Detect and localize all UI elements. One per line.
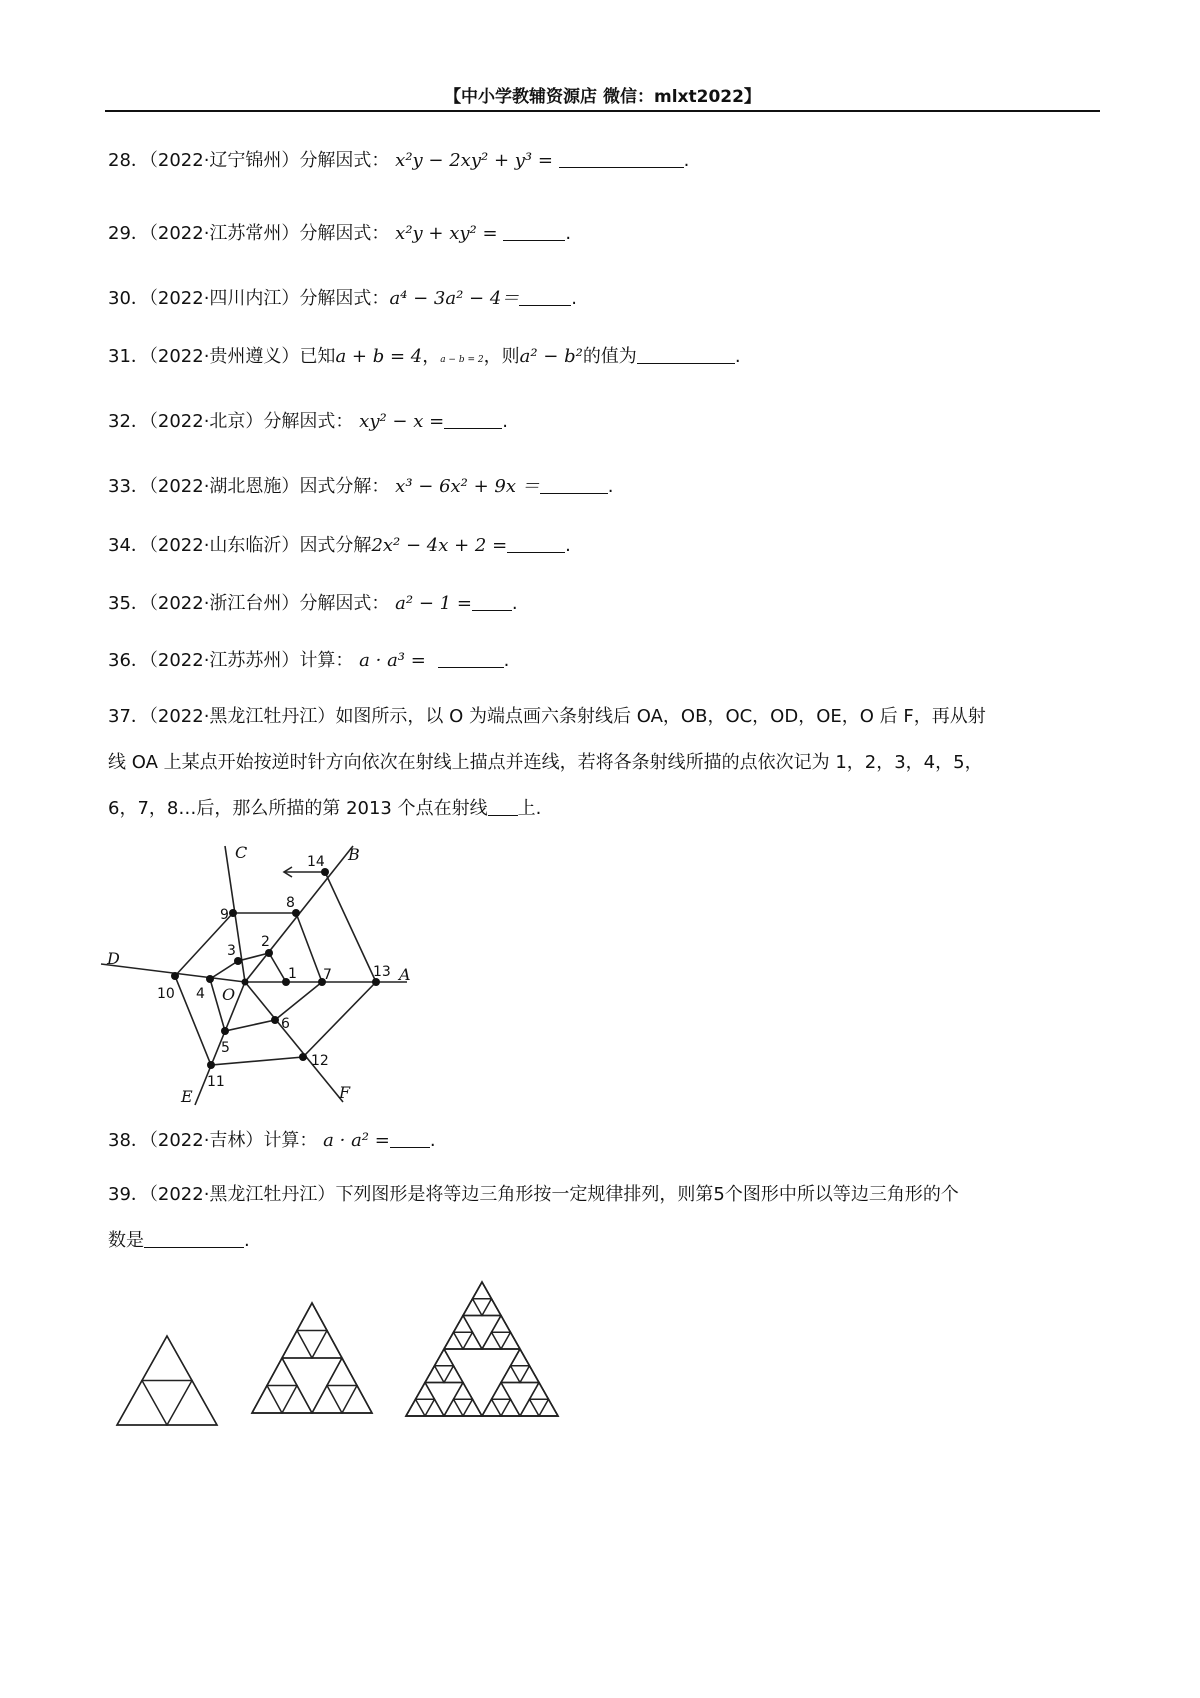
origin-label: O: [222, 985, 236, 1004]
question-stem: 因式分解：: [299, 476, 390, 497]
question-formula: x³ − 6x² + 9x ＝: [395, 476, 540, 497]
triangle-figure-3-left-top-right: [444, 1366, 463, 1383]
point-label-1: 1: [288, 966, 297, 982]
question-stem: 分解因式：: [263, 411, 354, 432]
ray-label-c: C: [235, 843, 248, 862]
ray-label-a: A: [399, 965, 411, 984]
question-number: 38．: [108, 1130, 149, 1151]
question-number: 33．: [108, 476, 149, 497]
triangle-figure-1-right: [167, 1381, 217, 1426]
question-formula: a² − 1 =: [395, 593, 472, 614]
point-label-6: 6: [281, 1016, 290, 1032]
question-end: .: [607, 476, 614, 497]
question-number: 34．: [108, 535, 149, 556]
question-text: 下列图形是将等边三角形按一定规律排列，则第5个图形中所以等边三角形的个: [335, 1184, 959, 1205]
triangle-figure-3-right-top-top: [511, 1349, 530, 1366]
question-34: [108, 535, 571, 557]
question-37-line-1: [108, 694, 1098, 740]
point-label-9: 9: [220, 907, 229, 923]
point-label-3: 3: [227, 943, 236, 959]
triangle-figure-2-right-top: [327, 1358, 357, 1386]
question-text: 上.: [517, 798, 542, 819]
question-number: 30．: [108, 288, 149, 309]
question-end: .: [503, 650, 510, 671]
triangle-figure-2-top-left: [282, 1331, 312, 1359]
triangle-figures: [117, 1282, 558, 1425]
header-rule: [105, 110, 1100, 112]
triangle-figure-3-left-left-right: [425, 1399, 444, 1416]
question-number: 29．: [108, 223, 149, 244]
question-source: （2022·山东临沂）: [148, 535, 300, 556]
page-header: 【中小学教辅资源店 微信：mlxt2022】: [444, 87, 761, 107]
triangle-figure-2-top-right: [312, 1331, 342, 1359]
point-label-11: 11: [207, 1074, 225, 1090]
question-formula: x²y + xy² =: [395, 223, 498, 244]
question-stem: 因式分解: [299, 535, 372, 556]
question-number: 32．: [108, 411, 149, 432]
question-source: （2022·黑龙江牡丹江）: [148, 1184, 336, 1205]
question-29: [108, 223, 571, 245]
ray-label-d: D: [107, 949, 120, 968]
question-number: 28．: [108, 150, 149, 171]
question-stem: 已知: [299, 346, 336, 367]
question-end: .: [571, 288, 578, 309]
answer-blank[interactable]: [438, 651, 504, 668]
ray-label-f: F: [339, 1083, 351, 1102]
question-text: .: [244, 1230, 250, 1251]
answer-blank[interactable]: [519, 289, 571, 306]
question-end: .: [565, 223, 572, 244]
answer-blank[interactable]: [507, 536, 565, 553]
triangle-figure-3-right-left-right: [501, 1399, 520, 1416]
question-28: [108, 150, 689, 172]
question-39: [108, 1172, 1098, 1264]
question-stem: 计算：: [263, 1130, 318, 1151]
triangle-figure-3-left-right-left: [444, 1399, 463, 1416]
triangle-figure-3-top-left-left: [444, 1332, 463, 1349]
question-formula: 2x² − 4x + 2 =: [371, 535, 508, 556]
question-source: （2022·黑龙江牡丹江）: [148, 706, 336, 727]
triangle-figure-3-right-right-left: [520, 1399, 539, 1416]
triangle-figure-2-left-left: [252, 1386, 282, 1414]
point-chain: [175, 872, 376, 1065]
question-37: [108, 694, 1098, 832]
question-source: （2022·湖北恩施）: [148, 476, 300, 497]
question-end: .: [429, 1130, 436, 1151]
triangle-figure-3-right-left-top: [492, 1383, 511, 1400]
triangle-figure-3-right-top-right: [520, 1366, 539, 1383]
question-37-line-3: [108, 786, 1098, 832]
triangle-figure-3-left-left-top: [416, 1383, 435, 1400]
point-label-2: 2: [261, 934, 270, 950]
question-33: [108, 476, 613, 498]
triangle-figure-2-right-left: [312, 1386, 342, 1414]
answer-blank[interactable]: [472, 594, 512, 611]
question-source: （2022·四川内江）: [148, 288, 300, 309]
comma: ，: [422, 346, 441, 367]
question-formula: x²y − 2xy² + y³ =: [395, 150, 553, 171]
question-formula: xy² − x =: [359, 411, 445, 432]
question-stem: 分解因式：: [299, 223, 390, 244]
question-formula: a + b = 4: [335, 346, 423, 367]
triangle-figure-3-top-top-top: [473, 1282, 492, 1299]
question-source: （2022·江苏苏州）: [148, 650, 300, 671]
answer-blank[interactable]: [540, 477, 608, 494]
question-number: 31．: [108, 346, 149, 367]
question-source: （2022·吉林）: [148, 1130, 264, 1151]
question-number: 37．: [108, 706, 149, 727]
question-number: 36．: [108, 650, 149, 671]
triangle-figure-1-left: [117, 1381, 167, 1426]
question-end: .: [565, 535, 571, 556]
question-39-line-2: [108, 1218, 1098, 1264]
triangle-figure-3-left-top-top: [435, 1349, 454, 1366]
point-label-4: 4: [196, 986, 205, 1002]
triangle-figure-3-top-left-top: [454, 1316, 473, 1333]
triangle-figure-3-left-right-top: [454, 1383, 473, 1400]
question-formula: a² − b²: [519, 346, 583, 367]
question-source: （2022·浙江台州）: [148, 593, 300, 614]
triangle-figure-2-top-top: [297, 1303, 327, 1331]
question-end: .: [734, 346, 741, 367]
point-label-13: 13: [373, 964, 391, 980]
triangle-figure-1-top: [142, 1336, 192, 1381]
question-39-line-1: [108, 1172, 1098, 1218]
answer-blank[interactable]: [144, 1227, 244, 1248]
question-35: [108, 593, 518, 615]
question-formula: a⁴ − 3a² − 4＝: [389, 288, 520, 309]
triangle-figure-3-top-top-left: [463, 1299, 482, 1316]
question-text: 6，7，8…后，那么所描的第 2013 个点在射线: [108, 798, 488, 819]
question-end: .: [683, 150, 690, 171]
answer-blank[interactable]: [444, 412, 502, 429]
triangle-figure-2-right-right: [342, 1386, 372, 1414]
question-source: （2022·北京）: [148, 411, 264, 432]
answer-blank[interactable]: [488, 795, 518, 816]
question-text: 数是: [108, 1230, 144, 1251]
triangle-figure-3-top-left-right: [463, 1332, 482, 1349]
question-tail: 的值为: [582, 346, 637, 367]
figure-37-rays-diagram: [95, 840, 455, 1140]
question-number: 35．: [108, 593, 149, 614]
figure-39-triangle-patterns: [0, 1270, 1200, 1570]
question-number: 39．: [108, 1184, 149, 1205]
triangle-figure-3-top-right-top: [492, 1316, 511, 1333]
triangle-figure-3-left-left-left: [406, 1399, 425, 1416]
question-stem: 分解因式：: [299, 288, 390, 309]
triangle-figure-3-top-right-left: [482, 1332, 501, 1349]
question-end: .: [502, 411, 508, 432]
question-37-line-2: 线 OA 上某点开始按逆时针方向依次在射线上描点并连线，若将各条射线所描的点依次记为 1，2，3，4，5，: [108, 752, 983, 773]
question-stem: 分解因式：: [299, 150, 390, 171]
question-source: （2022·贵州遵义）: [148, 346, 300, 367]
question-formula-small: a − b = 2: [440, 355, 484, 365]
triangle-figure-3-right-left-left: [482, 1399, 501, 1416]
ray-label-b: B: [348, 845, 360, 864]
ray-of: [245, 982, 343, 1102]
question-30: [108, 288, 577, 310]
point-label-8: 8: [286, 895, 295, 911]
triangle-figure-3-left-top-left: [425, 1366, 444, 1383]
answer-blank[interactable]: [503, 224, 565, 241]
question-31: [108, 346, 741, 371]
question-source: （2022·辽宁锦州）: [148, 150, 300, 171]
question-connector: ，则: [483, 346, 520, 367]
triangle-figure-3-right-right-top: [530, 1383, 549, 1400]
triangle-figure-2-left-top: [267, 1358, 297, 1386]
triangle-figure-3-top-right-right: [501, 1332, 520, 1349]
question-stem: 计算：: [299, 650, 354, 671]
question-38: [108, 1130, 436, 1152]
answer-blank[interactable]: [637, 347, 735, 364]
question-formula: a · a² =: [323, 1130, 390, 1151]
question-text: 如图所示，以 O 为端点画六条射线后 OA，OB，OC，OD，OE，O 后 F，再从射: [335, 706, 986, 727]
point-label-5: 5: [221, 1040, 230, 1056]
point-label-14: 14: [307, 854, 325, 870]
triangle-figure-3-right-top-left: [501, 1366, 520, 1383]
question-36: [108, 650, 509, 672]
answer-blank[interactable]: [390, 1131, 430, 1148]
question-source: （2022·江苏常州）: [148, 223, 300, 244]
point-label-10: 10: [157, 986, 175, 1002]
triangle-figure-2-left-right: [282, 1386, 312, 1414]
question-formula: a · a³ =: [359, 650, 426, 671]
triangle-figure-3-left-right-right: [463, 1399, 482, 1416]
triangle-figure-3-right-right-right: [539, 1399, 558, 1416]
point-label-7: 7: [323, 967, 332, 983]
triangle-figure-3-top-top-right: [482, 1299, 501, 1316]
ray-label-e: E: [181, 1087, 193, 1106]
question-stem: 分解因式：: [299, 593, 390, 614]
answer-blank[interactable]: [559, 151, 684, 168]
point-label-12: 12: [311, 1053, 329, 1069]
question-32: [108, 411, 508, 433]
question-end: .: [511, 593, 518, 614]
